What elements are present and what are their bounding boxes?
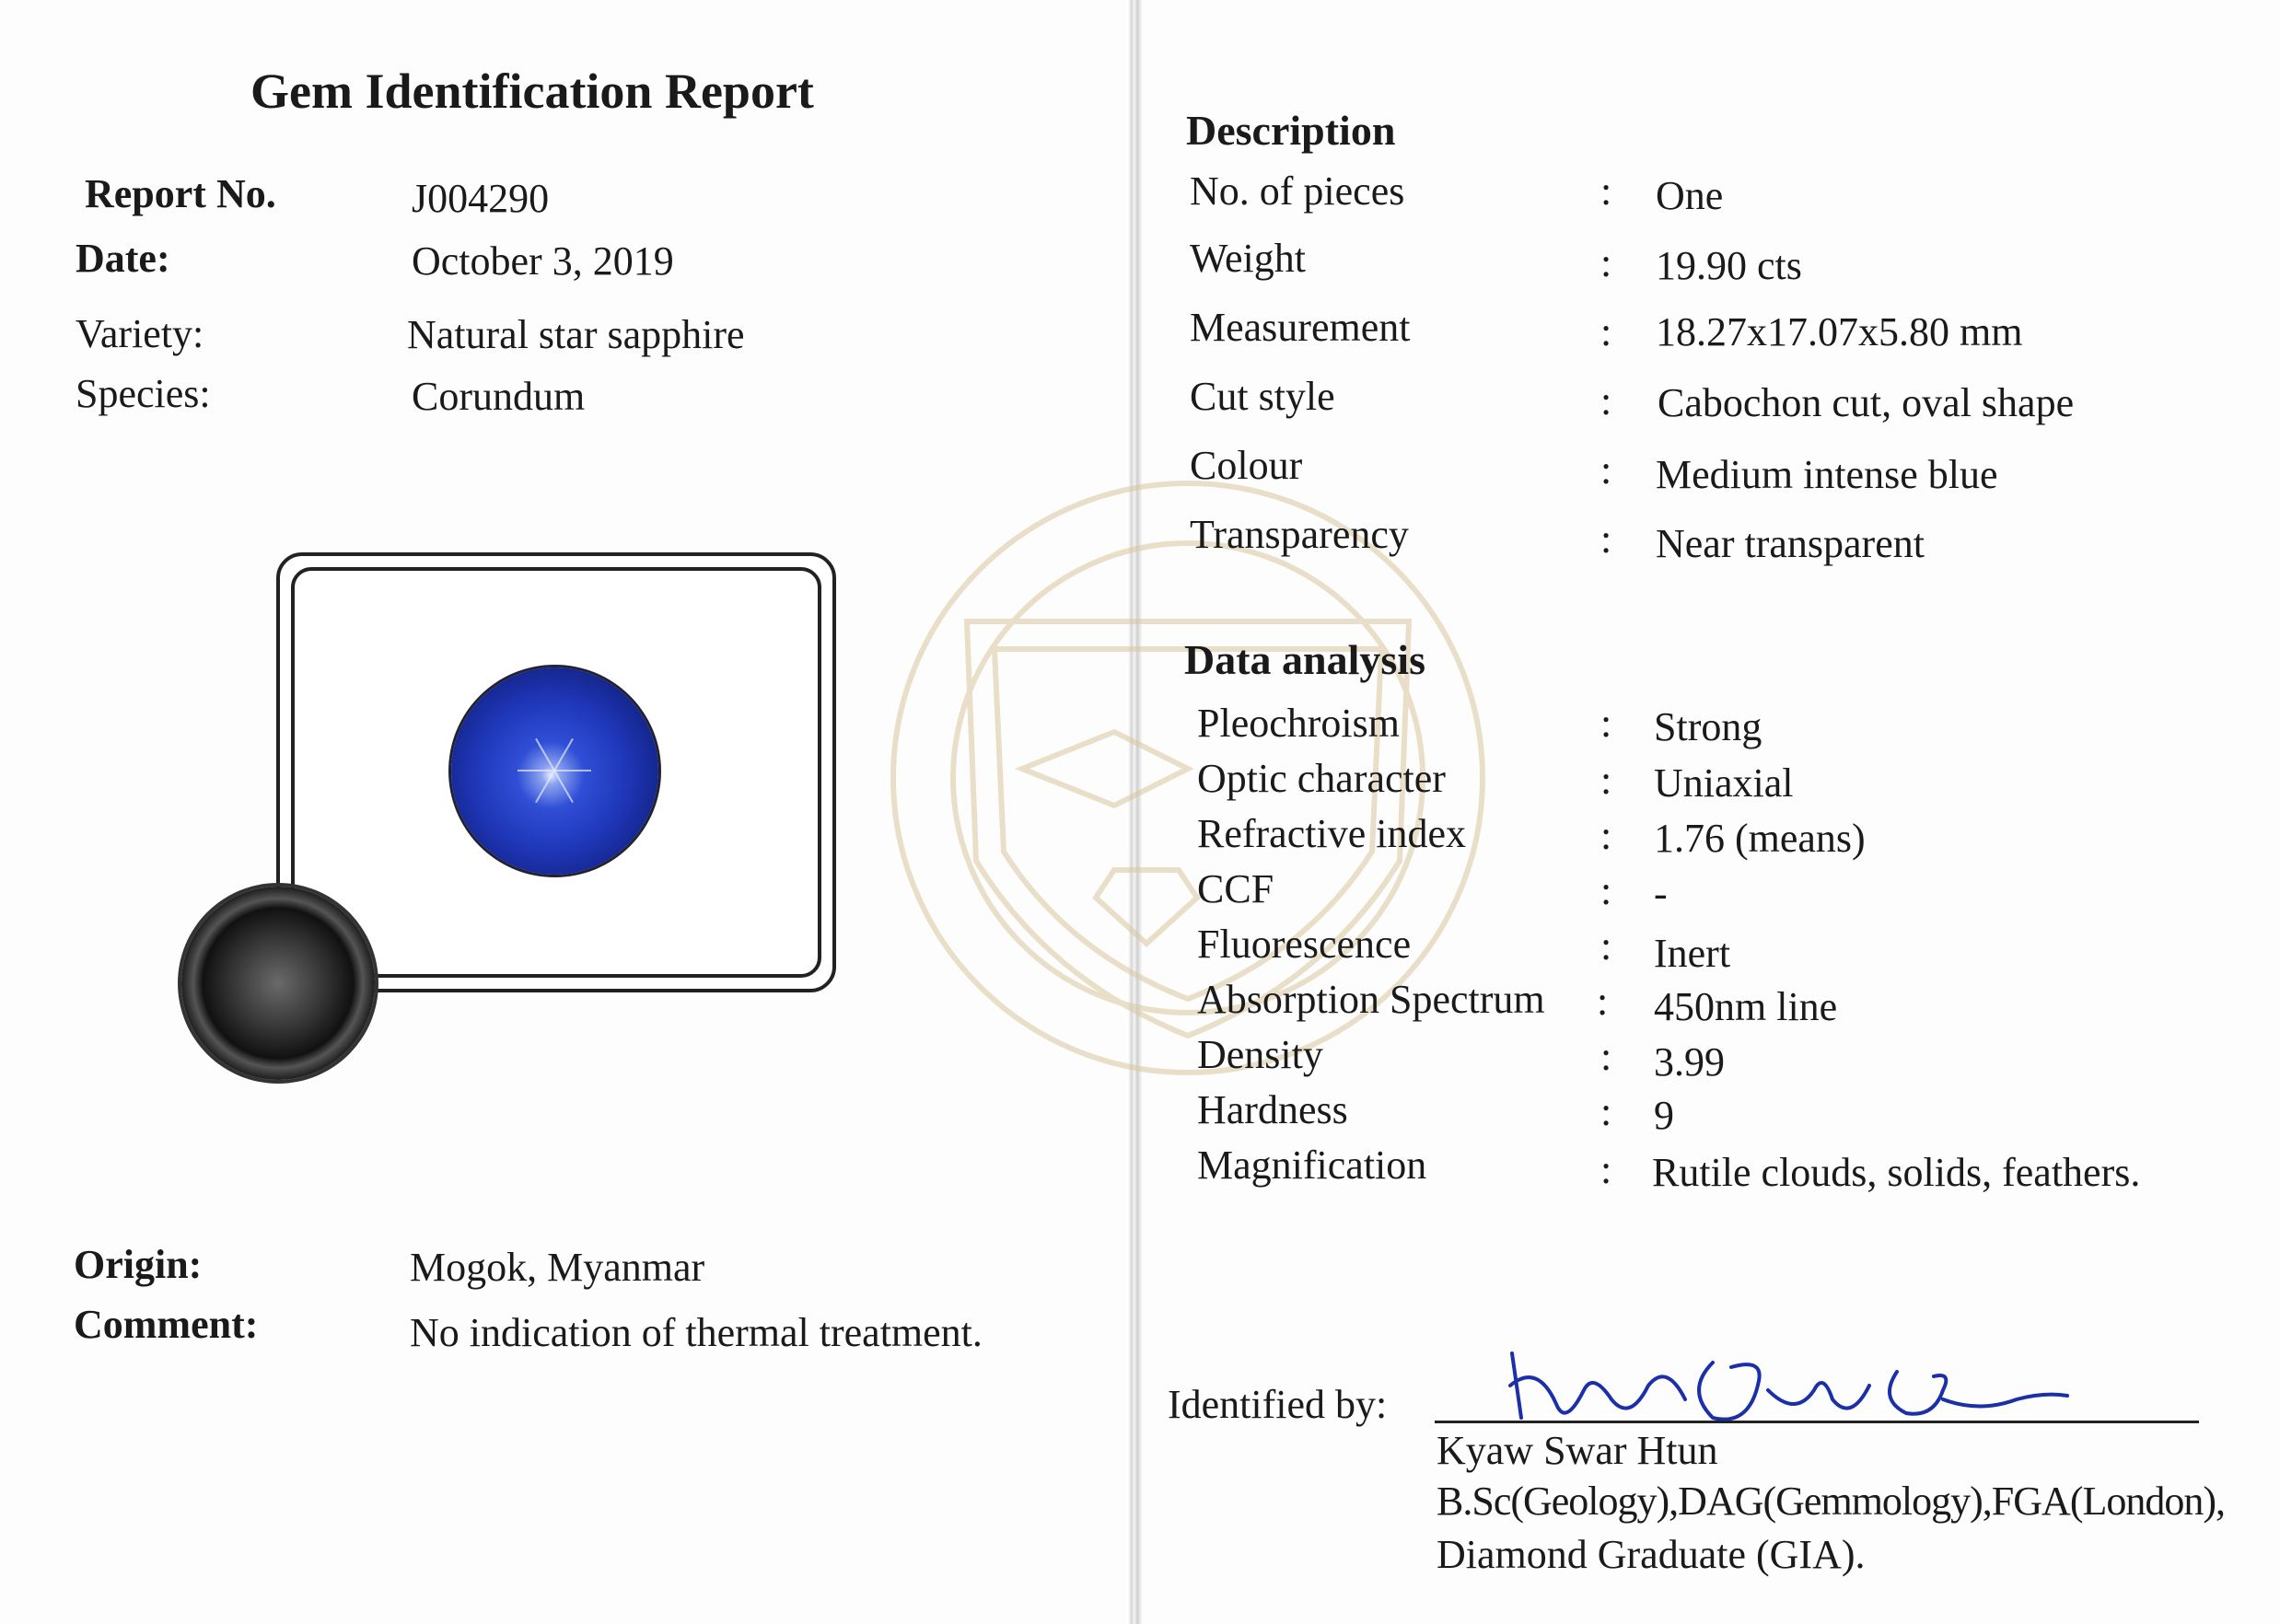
optic-character-value: Uniaxial	[1654, 760, 1794, 806]
colon: :	[1600, 447, 1612, 493]
colon: :	[1600, 1034, 1612, 1079]
density-label: Density	[1197, 1032, 1323, 1077]
gem-photo	[451, 667, 658, 875]
transparency-value: Near transparent	[1656, 521, 1925, 566]
comment-value: No indication of thermal treatment.	[410, 1310, 983, 1355]
measurement-label: Measurement	[1190, 305, 1411, 350]
measurement-value: 18.27x17.07x5.80 mm	[1656, 309, 2023, 354]
colon: :	[1600, 868, 1612, 913]
absorption-spectrum-label: Absorption Spectrum	[1197, 977, 1545, 1022]
colon: :	[1600, 240, 1612, 285]
fluorescence-value: Inert	[1654, 931, 1731, 976]
colon: :	[1600, 309, 1612, 354]
identifier-name: Kyaw Swar Htun	[1437, 1428, 1718, 1473]
species-label: Species:	[76, 371, 211, 416]
hardness-value: 9	[1654, 1093, 1674, 1138]
colon: :	[1600, 1089, 1612, 1134]
variety-value: Natural star sapphire	[407, 312, 745, 357]
pleochroism-value: Strong	[1654, 704, 1762, 749]
origin-label: Origin:	[74, 1242, 203, 1287]
absorption-spectrum-value: 450nm line	[1654, 984, 1838, 1029]
report-no-label: Report No.	[85, 171, 276, 216]
colour-label: Colour	[1190, 443, 1303, 488]
laboratory-hologram-seal	[181, 887, 375, 1080]
magnification-label: Magnification	[1197, 1143, 1427, 1188]
species-value: Corundum	[412, 374, 586, 419]
date-value: October 3, 2019	[412, 238, 674, 284]
date-label: Date:	[76, 236, 170, 281]
magnification-value: Rutile clouds, solids, feathers.	[1652, 1150, 2141, 1195]
identifier-credentials: B.Sc(Geology),DAG(Gemmology),FGA(London),	[1437, 1479, 2225, 1524]
colon: :	[1600, 923, 1612, 969]
description-heading: Description	[1186, 107, 1396, 154]
colon: :	[1600, 701, 1612, 746]
pleochroism-label: Pleochroism	[1197, 701, 1400, 746]
weight-label: Weight	[1190, 236, 1306, 281]
colour-value: Medium intense blue	[1656, 452, 1998, 497]
hardness-label: Hardness	[1197, 1087, 1348, 1132]
colon: :	[1600, 516, 1612, 562]
colon: :	[1600, 168, 1612, 214]
cut-style-value: Cabochon cut, oval shape	[1658, 380, 2075, 425]
comment-label: Comment:	[74, 1302, 259, 1347]
identified-by-label: Identified by:	[1168, 1382, 1388, 1427]
colon: :	[1600, 758, 1612, 803]
weight-value: 19.90 cts	[1656, 243, 1802, 288]
colon: :	[1597, 979, 1609, 1024]
refractive-index-value: 1.76 (means)	[1654, 816, 1866, 861]
density-value: 3.99	[1654, 1039, 1725, 1085]
ccf-label: CCF	[1197, 866, 1274, 911]
data-analysis-heading: Data analysis	[1184, 636, 1425, 683]
pieces-value: One	[1656, 173, 1724, 218]
pieces-label: No. of pieces	[1190, 168, 1405, 214]
colon: :	[1600, 813, 1612, 858]
signature-line	[1435, 1421, 2199, 1423]
ccf-value: -	[1654, 871, 1668, 916]
report-no-value: J004290	[412, 176, 550, 221]
optic-character-label: Optic character	[1197, 756, 1446, 801]
variety-label: Variety:	[76, 311, 204, 356]
refractive-index-label: Refractive index	[1197, 811, 1466, 856]
colon: :	[1600, 1147, 1612, 1192]
report-title: Gem Identification Report	[250, 64, 814, 119]
origin-value: Mogok, Myanmar	[410, 1245, 705, 1290]
colon: :	[1600, 378, 1612, 423]
identifier-credentials-2: Diamond Graduate (GIA).	[1437, 1532, 1866, 1577]
fluorescence-label: Fluorescence	[1197, 922, 1412, 967]
cut-style-label: Cut style	[1190, 374, 1335, 419]
transparency-label: Transparency	[1190, 512, 1409, 557]
